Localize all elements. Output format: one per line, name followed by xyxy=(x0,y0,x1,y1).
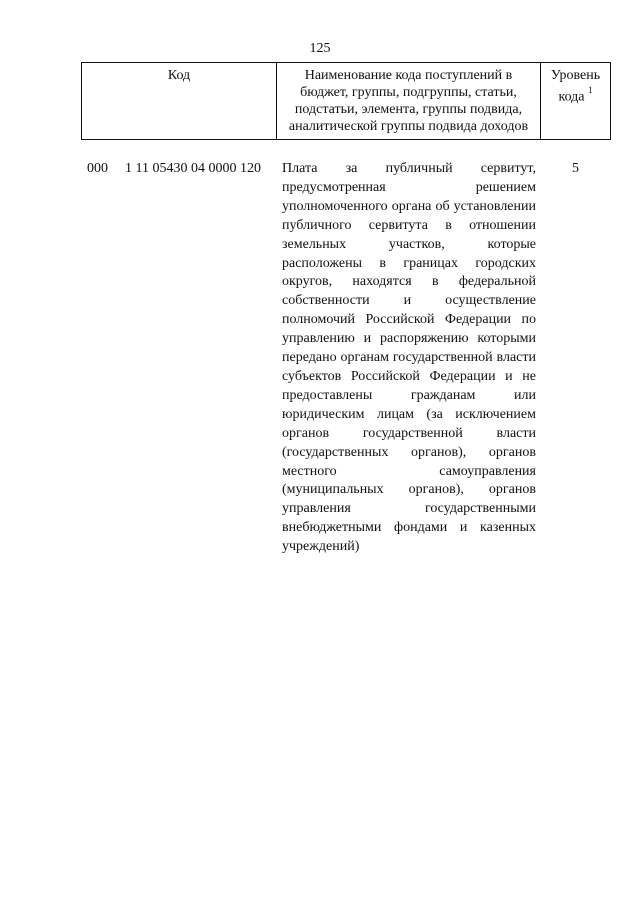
header-level-footnote: 1 xyxy=(588,85,593,95)
header-level xyxy=(540,63,611,139)
row-income-name: Плата за публичный сервитут, предусмотренная решением уполномоченного органа об установлении публичного сервитута в отношении земельных участков, которые расположены в границах городских округов, находятся в федеральной собственности и осуществление полномочий Российской Федерации по управлению и распоряжению которыми передано органам государственной власти субъектов Российской Федерации и не предоставлены гражданам или юридическим лицам (за исключением органов государственной власти (государственных органов), органов местного самоуправления (муниципальных органов), органов управления государственными внебюджетными фондами и казенных учреждений) xyxy=(282,161,536,555)
page-number: 125 xyxy=(309,41,331,56)
header-code: Код xyxy=(81,63,276,139)
row-admin-code: 000 xyxy=(87,161,108,176)
row-income-code: 1 11 05430 04 0000 120 xyxy=(125,161,261,176)
header-name: Наименование кода поступлений в бюджет, группы, подгруппы, статьи, подстатьи, элемента, группы подвида, аналитической группы подвида доходов xyxy=(276,63,540,139)
row-level: 5 xyxy=(572,161,579,176)
header-level-label: Уровень кода xyxy=(550,68,601,105)
table-header xyxy=(81,62,611,140)
